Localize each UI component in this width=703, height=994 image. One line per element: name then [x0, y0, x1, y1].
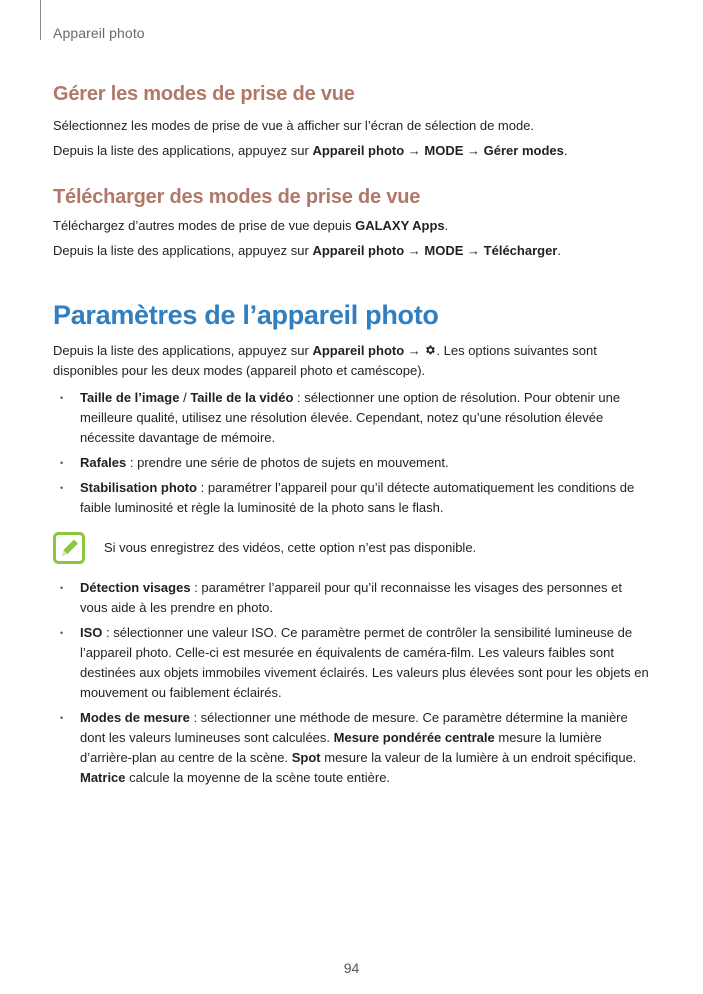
page-number: 94 — [343, 960, 360, 976]
header-divider — [40, 0, 41, 40]
term-appareil-photo: Appareil photo — [312, 143, 405, 158]
term-appareil-photo: Appareil photo — [312, 243, 405, 258]
paragraph-settings-intro: Depuis la liste des applications, appuyez sur Appareil photo → . Les options suivantes sont disponibles pour les deux modes (appareil photo et caméscope). — [53, 343, 597, 378]
list-item: • Détection visages : paramétrer l’appareil pour qu’il reconnaisse les visages des personnes et vous aide à les prendre en photo. — [53, 578, 653, 618]
gear-icon — [424, 344, 436, 356]
page-content — [53, 80, 653, 793]
list-item: • Stabilisation photo : paramétrer l’appareil pour qu’il détecte automatiquement les conditions de faible luminosité et règle la luminosité de la photo sans le flash. — [53, 478, 653, 518]
settings-list-b — [53, 578, 653, 788]
paragraph-download-1: Téléchargez d’autres modes de prise de vue depuis GALAXY Apps. — [53, 218, 449, 233]
section-title: Appareil photo — [53, 25, 145, 41]
heading-manage-modes: Gérer les modes de prise de vue — [53, 83, 355, 105]
note-box — [53, 532, 653, 564]
note-pencil-icon — [53, 532, 85, 564]
term-mode: MODE — [424, 143, 464, 158]
term-telecharger: Télécharger — [483, 243, 558, 258]
heading-camera-settings: Paramètres de l’appareil photo — [53, 300, 439, 330]
paragraph-manage-2: Depuis la liste des applications, appuyez sur Appareil photo → MODE → Gérer modes. — [53, 143, 568, 158]
note-text: Si vous enregistrez des vidéos, cette option n’est pas disponible. — [104, 540, 477, 555]
settings-list-a — [53, 388, 653, 518]
paragraph-manage-1: Sélectionnez les modes de prise de vue à afficher sur l’écran de sélection de mode. — [53, 118, 535, 133]
term-mode: MODE — [424, 243, 464, 258]
list-item: • Modes de mesure : sélectionner une méthode de mesure. Ce paramètre détermine la manière dont les valeurs lumineuses sont calculées. Mesure pondérée centrale mesure la lumière d’arrière-plan au centre de la scène. Spot mesure la valeur de la lumière à un endroit spécifique. Matrice calcule la moyenne de la scène toute entière. — [53, 708, 653, 788]
term-appareil-photo: Appareil photo — [312, 343, 405, 358]
list-item: • ISO : sélectionner une valeur ISO. Ce paramètre permet de contrôler la sensibilité lumineuse de l’appareil photo. Celle-ci est mesurée en équivalents de caméra-film. Les valeurs faibles sont destinées aux objets immobiles vivement éclairés. Les valeurs plus élevées sont pour les objets en mouvement ou faiblement éclairés. — [53, 623, 653, 703]
list-item: • Rafales : prendre une série de photos de sujets en mouvement. — [53, 453, 653, 473]
term-gerer-modes: Gérer modes — [483, 143, 564, 158]
heading-download-modes: Télécharger des modes de prise de vue — [53, 186, 421, 208]
paragraph-download-2: Depuis la liste des applications, appuyez sur Appareil photo → MODE → Télécharger. — [53, 243, 561, 258]
list-item: • Taille de l’image / Taille de la vidéo : sélectionner une option de résolution. Pour obtenir une meilleure qualité, utilisez une résolution élevée. Cependant, notez qu’une résolution élevée nécessite davantage de mémoire. — [53, 388, 653, 448]
term-galaxy-apps: GALAXY Apps — [355, 218, 445, 233]
